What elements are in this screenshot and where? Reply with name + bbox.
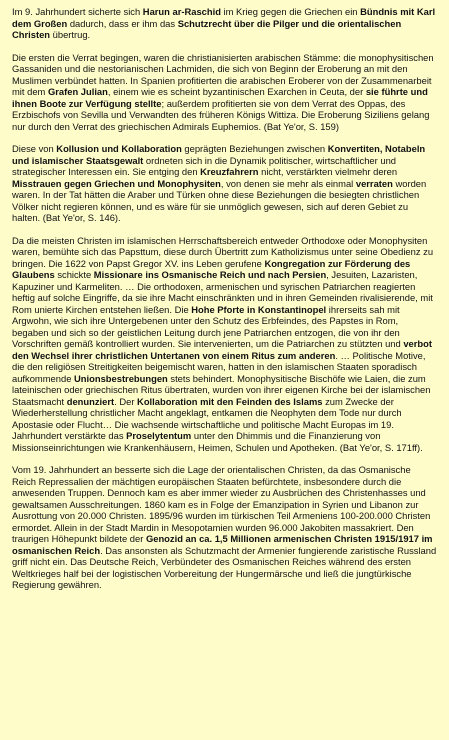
bold-text-run: Hohe Pforte in Konstantinopel [191, 303, 327, 315]
bold-text-run: Kollusion und Kollaboration [56, 143, 182, 154]
bold-text-run: Schutzrecht über die Pilger und die orientalischen Christen [12, 17, 402, 40]
text-run: Die ersten die Verrat begingen, waren die christianisierten arabischen Stämme: die monophysitischen Gassaniden und die nestorianischen Lachmiden, die sich von Beginn der Eroberung an mit den Muslimen verbündet hatten. In Spanien profitierten die arabischen Eroberer von der Zusammenarbeit mit dem [12, 51, 434, 97]
paragraph-harun-ar-raschid [12, 6, 437, 41]
text-run: ihrerseits sah mit Argwohn, wie sich ihre Untergebenen unter den Schutz des Erbfeindes, des Papstes in Rom, begaben und sich so der geistlichen Leitung durch jene Patriarchen entzogen, die von ihr den Vorschriften gemäß kontrolliert wurden. Sie intervenierten, um die Patriarchen zu stützten und [12, 303, 404, 349]
bold-text-run: verbot den Wechsel ihrer christlichen Untertanen von einem Ritus zum anderen [12, 338, 432, 361]
bold-text-run: sie führte und ihnen Boote zur Verfügung stellte [12, 86, 428, 109]
text-run: geprägten Beziehungen zwischen [181, 143, 328, 154]
text-run: Im 9. Jahrhundert sicherte sich [12, 6, 143, 17]
text-run: nicht, verstärkten vielmehr deren [258, 166, 398, 177]
text-run: . Der [114, 395, 138, 407]
text-run: übertrug. [50, 29, 91, 40]
text-run: . … Politische Motive, die den religiösen Streitigkeiten beigemischt waren, hatten in den islamischen Staaten sporadisch aufkommende [12, 349, 426, 384]
text-run: Vom 19. Jahrhundert an besserte sich die Lage der orientalischen Christen, da das Osmanische Reich Repressalien der mächtigen europäischen Staaten befürchtete, insbesondere durch die anwesenden Truppen. Dennoch kam es aber immer wieder zu Ausbrüchen des Christenhasses und gewaltsamen Ausschreitungen. 1860 kam es in Folge der Emanzipation in Syrien und Libanon zur Ausrottung von 20.000 Christen. 1895/96 wurden im türkischen Teil Armeniens 100-200.000 Christen ermordet. Allein in der Stadt Mardin in Mesopotamien wurden 96.000 Jakobiten massakriert. Den traurigen Höhepunkt bildete der [12, 464, 431, 544]
paragraph-collusion-collaboration [12, 143, 437, 224]
bold-text-run: verraten [355, 177, 393, 189]
text-run: worden waren. In der Tat hätten die Araber und Türken ohne diese Beziehungen die besiegten christlichen Völker nicht regieren können, und es wäre für sie unmöglich gewesen, sich auf deren Gebiet zu halten. (Bat Ye'or, S. 146). [12, 177, 427, 223]
bold-text-run: Bündnis mit Karl dem Großen [12, 6, 436, 29]
bold-text-run: Kongregation zur Förderung des Glaubens [12, 257, 411, 280]
text-run: schickte [54, 269, 94, 280]
paragraph-papacy-missions [12, 235, 437, 454]
text-run: , von denen sie mehr als einmal [220, 177, 356, 189]
text-run: zum Zwecke der Wiederherstellung christlicher Macht angeklagt, entkamen die Neophyten dem Tode nur durch Apostasie oder Flucht… Die wachsende wirtschaftliche und politische Macht Europas im 19. Jahrhundert verstärkte das [12, 395, 402, 441]
text-run: dadurch, dass er ihm das [67, 17, 178, 29]
bold-text-run: denunziert [66, 395, 115, 407]
bold-text-run: Missionare ins Osmanische Reich und nach Persien [93, 269, 327, 280]
bold-text-run: Misstrauen gegen Griechen und Monophysiten [12, 177, 221, 189]
text-run: , einem wie es scheint byzantinischen Exarchen in Ceuta, der [107, 86, 366, 97]
text-run: unter den Dhimmis und die Finanzierung von Missionseinrichtungen wie Krankenhäusern, Heimen, Schulen und Apotheken. (Bat Ye'or, S. 171ff). [12, 430, 423, 453]
text-run: Diese von [12, 143, 57, 154]
text-run: im Krieg gegen die Griechen ein [220, 6, 361, 17]
bold-text-run: Unionsbestrebungen [74, 372, 168, 384]
text-run: Da die meisten Christen im islamischen Herrschaftsbereich entweder Orthodoxe oder Monophysiten waren, bemühte sich das Papsttum, diese durch Übertritt zum Katholizismus unter seine Obedienz zu bringen. Die 1622 von Papst Gregor XV. ins Leben gerufene [12, 234, 434, 269]
bold-text-run: Kreuzfahrern [200, 166, 259, 177]
bold-text-run: Proselytentum [126, 430, 192, 441]
text-run: stets behindert. Monophysitische Bischöfe wie Laien, die zum lateinischen oder griechischen Ritus übertraten, wurden von ihrer eigenen Kirche bei der islamischen Staatsmacht [12, 372, 431, 407]
text-run: ; außerdem profitierten sie von dem Verrat des Oppas, des Erzbischofs von Sevilla und Verwandten des früheren Königs Wittiza. Die Eroberung Siziliens gelang nur durch den Verrat des griechischen Admirals Euphemios. (Bat Ye'or, S. 159) [12, 97, 430, 132]
bold-text-run: Genozid an ca. 1,5 Millionen armenischen Christen 1915/1917 im osmanischen Reich [12, 533, 433, 556]
paragraph-first-betrayals [12, 52, 437, 133]
bold-text-run: Kollaboration mit den Feinden des Islams [137, 395, 323, 407]
bold-text-run: Konvertiten, Notabeln und islamischer Staatsgewalt [12, 143, 426, 166]
bold-text-run: Grafen Julian [47, 86, 108, 97]
text-run: . Das ansonsten als Schutzmacht der Armenier fungierende zaristische Russland griff nicht ein. Das Deutsche Reich, Verbündeter des Osmanischen Reiches während des ersten Weltkrieges half bei der logistischen Vorbereitung der Hungermärsche und ließ die jungtürkische Regierung gewähren. [12, 544, 437, 590]
bold-text-run: Harun ar-Raschid [142, 6, 221, 17]
text-run: ordneten sich in die Dynamik politischer, wirtschaftlicher und strategischer Interessen ein. Sie entging den [12, 154, 397, 177]
text-run: , Jesuiten, Lazaristen, Kapuziner und Karmeliten. … Die orthodoxen, armenischen und syrischen Patriarchen reagierten heftig auf solche Eingriffe, da sie ihre Macht einschränkten und in ihren Gemeinden rivalisierende, mit Rom unierte Kirchen entstehen ließen. Die [12, 269, 433, 315]
paragraph-19th-century-genocide [12, 464, 437, 591]
